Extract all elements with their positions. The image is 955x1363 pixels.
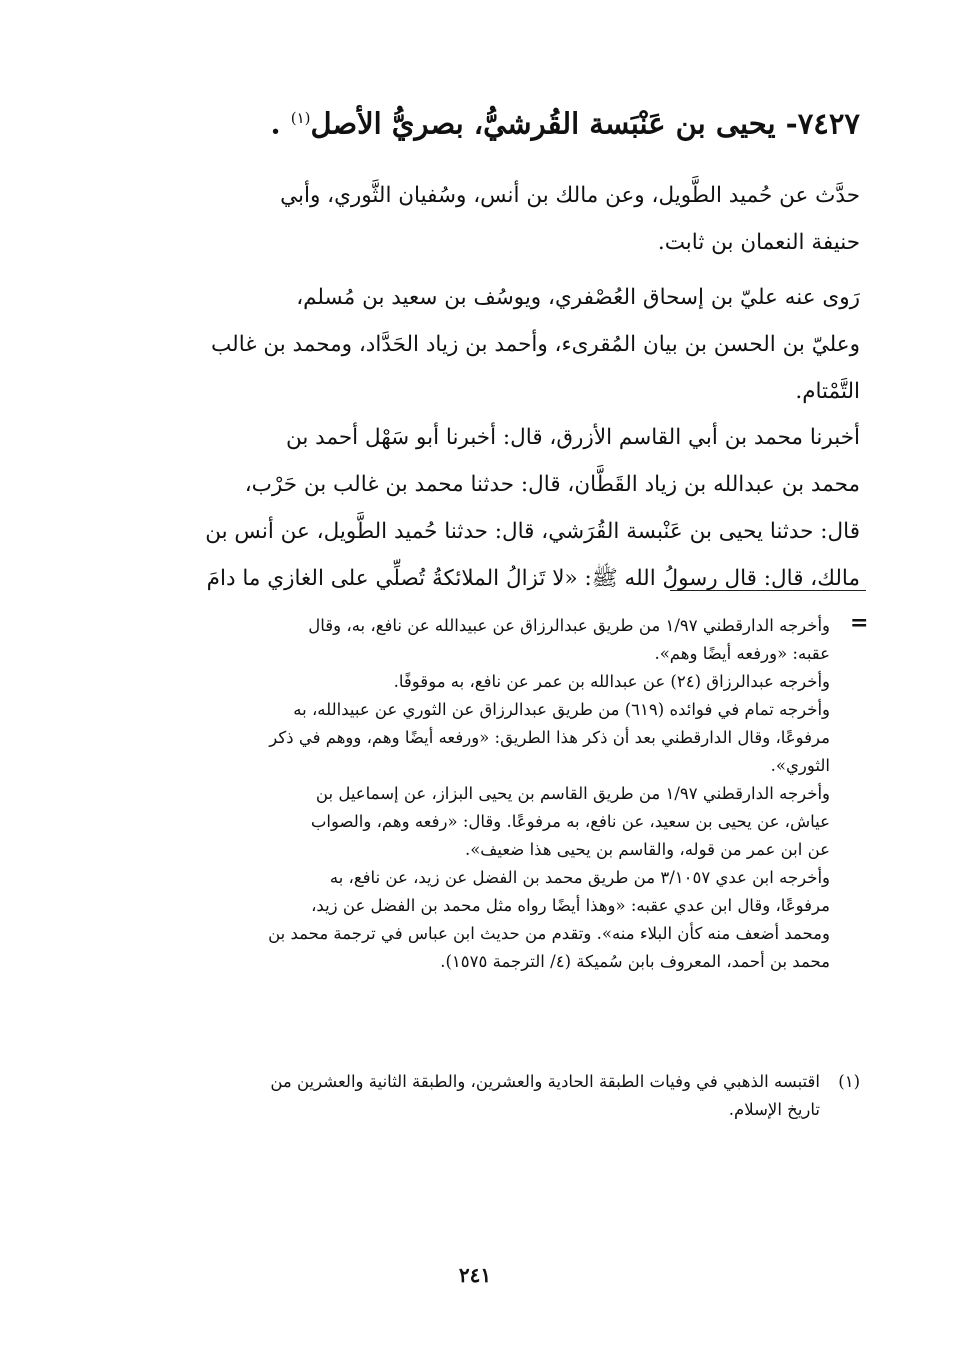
footnote-line: تاريخ الإسلام. xyxy=(728,1100,820,1119)
text-line: التَّمْتام. xyxy=(795,379,860,404)
footnote-line: عياش، عن يحيى بن سعيد، عن نافع، به مرفوعًا. وقال: «رفعه وهم، والصواب xyxy=(310,812,830,831)
text-line: حنيفة النعمان بن ثابت. xyxy=(657,230,860,255)
footnote-line: اقتبسه الذهبي في وفيات الطبقة الحادية والعشرين، والطبقة الثانية والعشرين من xyxy=(270,1072,820,1091)
footnote-line: وأخرجه ابن عدي ٣/١٠٥٧ من طريق محمد بن الفضل عن زيد، عن نافع، به xyxy=(329,868,830,887)
footnote-separator xyxy=(670,590,866,591)
footnote-number: (١) xyxy=(838,1072,860,1091)
footnote-line: ومحمد أضعف منه كأن البلاء منه». وتقدم من حديث ابن عباس في ترجمة محمد بن xyxy=(268,924,830,943)
footnote-continued xyxy=(140,612,830,976)
footnote-reference: (١) xyxy=(290,109,311,127)
footnote-line: وأخرجه عبدالرزاق (٢٤) عن عبدالله بن عمر عن نافع، به موقوفًا. xyxy=(393,672,830,691)
footnote-line: وأخرجه تمام في فوائده (٦١٩) من طريق عبدالرزاق عن الثوري عن عبيدالله، به xyxy=(293,700,830,719)
text-line: رَوى عنه عليّ بن إسحاق العُصْفري، ويوسُف بن سعيد بن مُسلم، xyxy=(296,285,860,310)
footnote-one xyxy=(140,1068,820,1124)
footnote-line: وأخرجه الدارقطني ١/٩٧ من طريق عبدالرزاق عن عبيدالله عن نافع، به، وقال xyxy=(308,616,830,635)
footnote-line: عن ابن عمر من قوله، والقاسم بن يحيى هذا ضعيف». xyxy=(464,840,830,859)
footnote-continuation-mark: = xyxy=(850,610,869,636)
entry-heading xyxy=(140,98,860,144)
entry-heading-tail: . xyxy=(270,106,291,141)
paragraph-narrators xyxy=(140,274,860,415)
entry-heading-text: ٧٤٢٧- يحيى بن عَنْبَسة القُرشيُّ، بصريُّ الأصل xyxy=(310,106,860,141)
footnote-line: مرفوعًا، وقال الدارقطني بعد أن ذكر هذا الطريق: «ورفعه أيضًا وهم، ووهم في ذكر xyxy=(269,728,830,747)
footnote-line: عقبه: «ورفعه أيضًا وهم». xyxy=(654,644,830,663)
page-number: ٢٤١ xyxy=(458,1263,492,1287)
paragraph-isnad xyxy=(140,414,860,602)
footnote-line: مرفوعًا، وقال ابن عدي عقبه: «وهذا أيضًا رواه مثل محمد بن الفضل عن زيد، xyxy=(311,896,830,915)
paragraph-narrated-from xyxy=(140,172,860,266)
text-line: مالك، قال: قال رسولُ الله ﷺ: «لا تَزالُ الملائكةُ تُصلِّي على الغازي ما دامَ xyxy=(206,566,860,591)
text-line: وعليّ بن الحسن بن بيان المُقرىء، وأحمد بن زياد الحَدَّاد، ومحمد بن غالب xyxy=(211,332,860,357)
text-line: أخبرنا محمد بن أبي القاسم الأزرق، قال: أخبرنا أبو سَهْل أحمد بن xyxy=(285,425,860,450)
text-line: حدَّث عن حُميد الطَّويل، وعن مالك بن أنس، وسُفيان الثَّوري، وأبي xyxy=(280,183,860,208)
text-line: قال: حدثنا يحيى بن عَنْبسة القُرَشي، قال: حدثنا حُميد الطَّويل، عن أنس بن xyxy=(205,519,860,544)
footnote-line: الثوري». xyxy=(770,756,830,775)
text-line: محمد بن عبدالله بن زياد القَطَّان، قال: حدثنا محمد بن غالب بن حَرْب، xyxy=(244,472,860,497)
footnote-line: محمد بن أحمد، المعروف بابن سُميكة (٤/ الترجمة ١٥٧٥). xyxy=(440,952,830,971)
footnote-line: وأخرجه الدارقطني ١/٩٧ من طريق القاسم بن يحيى البزاز، عن إسماعيل بن xyxy=(315,784,830,803)
